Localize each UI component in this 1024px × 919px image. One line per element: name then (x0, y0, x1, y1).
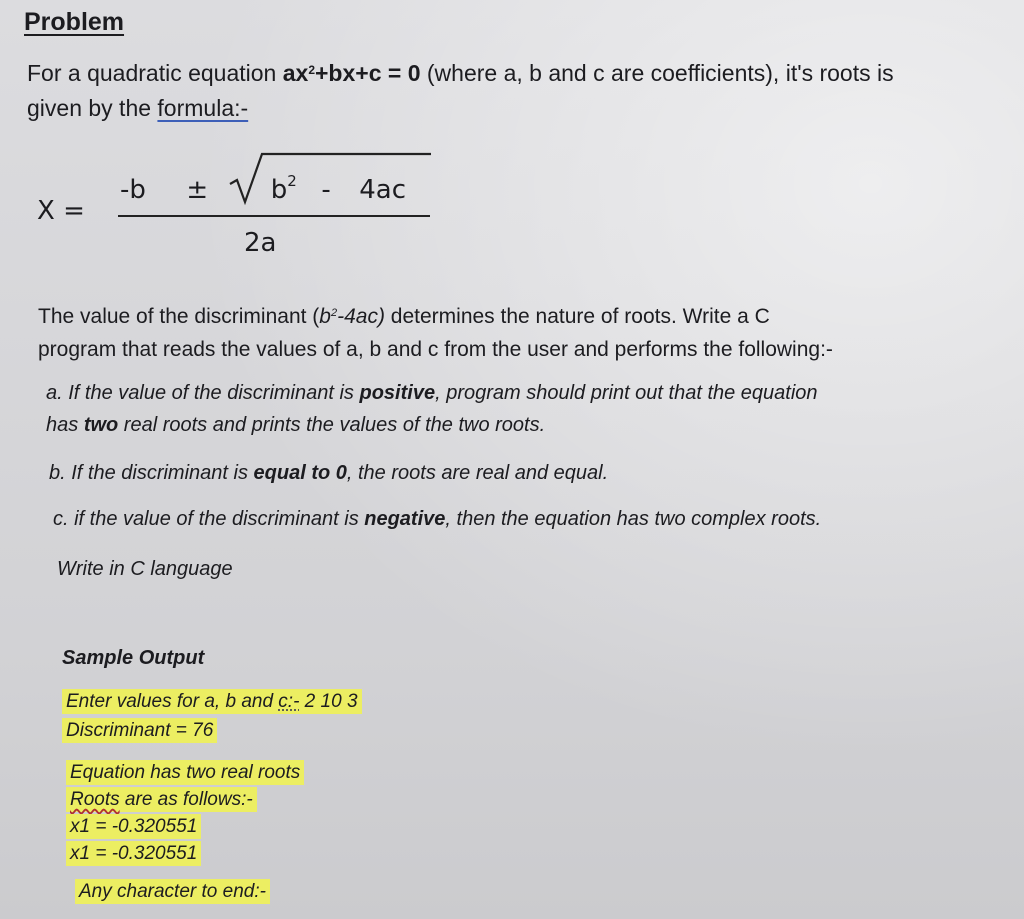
equation-superscript: 2 (308, 63, 315, 77)
item-b-bold: equal to 0 (253, 462, 347, 484)
formula-4ac: 4ac (359, 175, 407, 205)
intro-line-2 (27, 95, 248, 122)
sample-input-prefix: Enter values for a, b and (66, 691, 279, 712)
sample-roots-suffix: are as follows:- (119, 789, 253, 810)
discriminant-line-1 (38, 305, 770, 329)
formula-lhs: X = (37, 196, 85, 226)
item-a-bold: positive (359, 382, 436, 404)
sample-roots-mark: Roots (70, 789, 120, 810)
item-a-suffix: , program should print out that the equation (435, 382, 818, 404)
intro-line-2-prefix: given by the (27, 95, 158, 121)
discriminant-line-1-prefix: The value of the discriminant ( (38, 305, 320, 328)
fraction-bar (118, 215, 430, 217)
item-a2-bold: two (83, 414, 119, 436)
item-c-suffix: , then the equation has two complex roots. (445, 508, 822, 530)
formula-exponent: 2 (287, 172, 297, 190)
sample-line-input (62, 689, 362, 714)
discriminant-rest: -4ac) (337, 305, 385, 328)
item-a-line-1 (46, 382, 818, 405)
sample-line-x1-first: x1 = -0.320551 (66, 814, 201, 839)
sample-line-x1-second: x1 = -0.320551 (66, 841, 201, 866)
intro-line-1-suffix: (where a, b and c are coefficients), it's roots is (420, 60, 894, 86)
problem-heading: Problem (24, 8, 125, 36)
equation-part-2: +bx+c = 0 (315, 60, 421, 86)
discriminant-b: b (319, 305, 331, 328)
square-root-symbol (228, 150, 433, 210)
sample-line-end: Any character to end:- (75, 879, 270, 904)
item-b (49, 462, 608, 485)
sample-line-roots (66, 787, 257, 812)
formula-link[interactable]: formula:- (157, 95, 249, 121)
equation-text (283, 60, 421, 86)
equation-part-1: ax (282, 60, 309, 86)
discriminant-line-2: program that reads the values of a, b and c from the user and performs the following:- (38, 338, 833, 361)
item-a2-prefix: has (46, 414, 84, 436)
formula-minus-b: -b (120, 175, 146, 205)
item-c-bold: negative (364, 508, 446, 530)
item-c-prefix: c. if the value of the discriminant is (53, 508, 365, 530)
discriminant-superscript: 2 (330, 307, 338, 319)
formula-minus: - (321, 175, 331, 205)
discriminant-line-1-suffix: determines the nature of roots. Write a C (384, 305, 770, 328)
item-b-suffix: , the roots are real and equal. (346, 462, 609, 484)
intro-line-1-prefix: For a quadratic equation (27, 60, 283, 86)
sample-input-mark: c:- (278, 691, 300, 712)
item-c (53, 508, 821, 531)
discriminant-expression (319, 305, 385, 328)
sample-output-heading: Sample Output (62, 647, 205, 669)
item-a2-suffix: real roots and prints the values of the two roots. (118, 414, 546, 436)
intro-line-1 (27, 60, 894, 87)
sample-line-discriminant: Discriminant = 76 (62, 718, 217, 743)
formula-b: b (270, 175, 288, 205)
item-a-prefix: a. If the value of the discriminant is (46, 382, 360, 404)
item-b-prefix: b. If the discriminant is (49, 462, 254, 484)
formula-denominator: 2a (244, 228, 277, 258)
write-in-c: Write in C language (57, 558, 233, 580)
item-a-line-2 (46, 414, 545, 437)
sample-line-equation: Equation has two real roots (66, 760, 304, 785)
formula-plus-minus: ± (186, 175, 209, 205)
sample-input-suffix: 2 10 3 (299, 691, 358, 712)
